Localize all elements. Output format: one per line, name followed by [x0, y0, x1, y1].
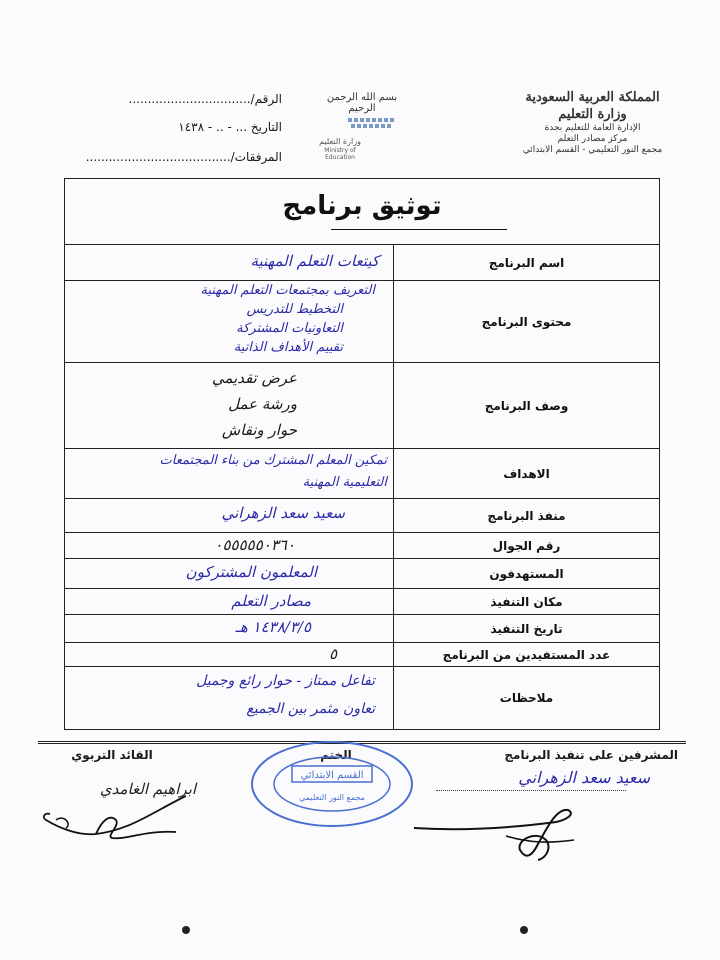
handwritten-line: ١٤٣٨/٣/٥ هـ	[235, 618, 311, 636]
row-value	[65, 363, 393, 448]
date-line: التاريخ ... - .. - ١٤٣٨	[178, 120, 282, 134]
ministry-logo-text: وزارة التعليم	[319, 137, 361, 146]
table-row	[65, 449, 659, 499]
supervisors-label: المشرفين على تنفيذ البرنامج	[504, 748, 678, 762]
table-row	[65, 533, 659, 559]
row-value	[65, 643, 393, 666]
row-label: الاهداف	[503, 466, 550, 481]
handwritten-line: ٠٥٥٥٥٥٠٣٦٠	[214, 536, 295, 554]
ministry-header	[505, 90, 680, 155]
page-title: توثيق برنامج	[282, 191, 442, 221]
table-row	[65, 667, 659, 729]
row-value	[65, 281, 393, 362]
table-row	[65, 559, 659, 589]
directorate-name: الإدارة العامة للتعليم بجدة	[544, 123, 641, 133]
ministry-logo-icon	[338, 112, 408, 152]
handwritten-line: المعلمون المشتركون	[185, 563, 317, 581]
row-value	[65, 449, 393, 498]
attachments-line: المرفقات/......................................	[85, 150, 282, 164]
row-label: اسم البرنامج	[488, 255, 565, 270]
row-value	[65, 667, 393, 729]
handwritten-line: ٥	[328, 645, 337, 663]
row-label: محتوى البرنامج	[481, 314, 572, 329]
row-label: وصف البرنامج	[484, 398, 569, 413]
table-row	[65, 363, 659, 449]
signature-dots	[436, 790, 626, 791]
handwritten-line: التخطيط للتدريس	[246, 302, 343, 317]
basmala: بسم الله الرحمن الرحيم	[326, 92, 398, 114]
leader-signature-icon	[36, 790, 206, 850]
table-row	[65, 499, 659, 533]
supervisor-signature-icon	[406, 800, 586, 864]
program-table	[64, 178, 660, 730]
title-underline	[331, 229, 507, 230]
official-stamp-icon	[248, 738, 416, 830]
row-label: مكان التنفيذ	[490, 594, 563, 609]
stamp-center-text: القسم الابتدائي	[300, 770, 364, 781]
row-value	[65, 499, 393, 532]
handwritten-line: مصادر التعلم	[231, 592, 311, 610]
kingdom-name: المملكة العربية السعودية	[525, 90, 660, 105]
table-row	[65, 615, 659, 643]
handwritten-line: كيتعات التعلم المهنية	[250, 252, 379, 270]
table-row	[65, 643, 659, 667]
table-row	[65, 281, 659, 363]
handwritten-line: تعاون مثمر بين الجميع	[246, 701, 375, 717]
center-name: مركز مصادر التعلم	[557, 134, 628, 144]
row-label: منفذ البرنامج	[487, 508, 566, 523]
ministry-name: وزارة التعليم	[558, 107, 627, 122]
punch-hole-mark	[182, 926, 190, 934]
ministry-logo-text-en: Ministry of Education	[324, 147, 356, 161]
handwritten-line: عرض تقديمي	[211, 369, 297, 387]
handwritten-line: التعاونيات المشتركة	[236, 321, 343, 336]
supervisor-name: سعيد سعد الزهراني	[518, 768, 650, 787]
row-label: ملاحظات	[499, 691, 554, 705]
stamp-bottom-text: مجمع النور التعليمي	[299, 793, 365, 802]
table-row	[65, 245, 659, 281]
row-label: تاريخ التنفيذ	[490, 621, 563, 636]
row-label: رقم الجوال	[492, 538, 561, 553]
row-value	[65, 559, 393, 588]
row-value	[65, 533, 393, 558]
row-label: المستهدفون	[489, 566, 564, 581]
leader-label: القائد التربوي	[71, 748, 153, 762]
leader-name: ابراهيم الغامدي	[99, 780, 197, 798]
punch-hole-mark	[520, 926, 528, 934]
handwritten-line: التعريف بمجتمعات التعلم المهنية	[200, 283, 375, 298]
handwritten-line: تمكين المعلم المشترك من بناء المجتمعات	[159, 453, 387, 468]
school-name: مجمع النور التعليمي - القسم الابتدائي	[522, 145, 663, 155]
row-label: عدد المستفيدين من البرنامج	[442, 647, 611, 662]
reference-number: الرقم/................................	[128, 92, 282, 106]
handwritten-line: تفاعل ممتاز - حوار رائع وجميل	[196, 673, 375, 689]
row-value	[65, 615, 393, 642]
handwritten-line: حوار ونقاش	[221, 421, 297, 439]
handwritten-line: سعيد سعد الزهراني	[221, 504, 345, 522]
handwritten-line: تقييم الأهداف الذاتية	[233, 340, 343, 355]
table-row	[65, 589, 659, 615]
stamp-label: الختم	[320, 748, 352, 762]
title-row	[65, 179, 659, 245]
handwritten-line: التعليمية المهنية	[302, 475, 387, 490]
handwritten-line: ورشة عمل	[228, 395, 297, 413]
row-value	[65, 245, 393, 280]
row-value	[65, 589, 393, 614]
